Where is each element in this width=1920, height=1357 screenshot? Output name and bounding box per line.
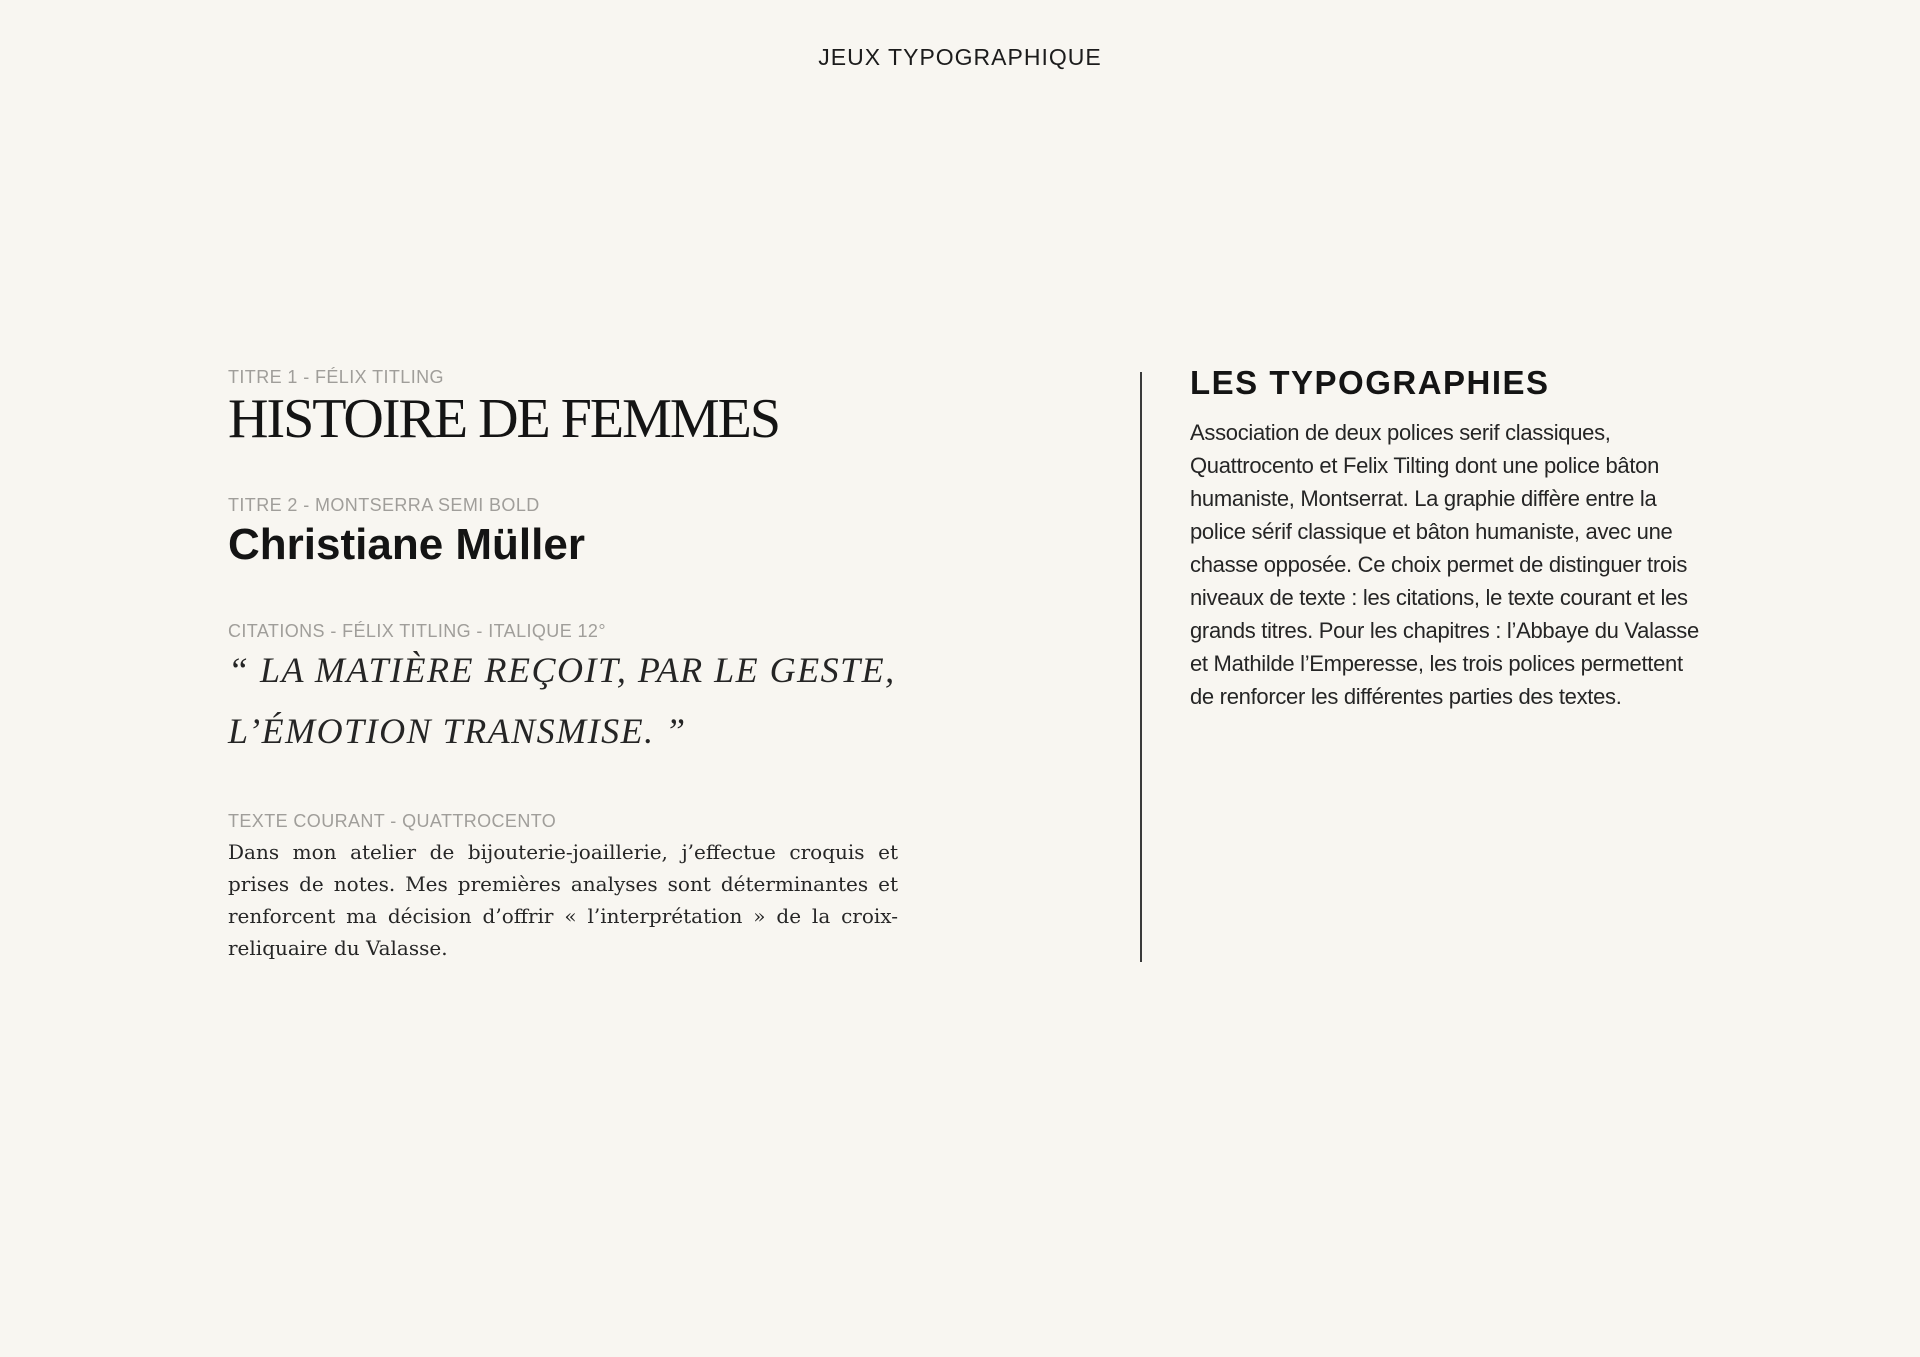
citations-label: CITATIONS - FÉLIX TITLING - ITALIQUE 12°: [228, 621, 606, 641]
typographies-title: LES TYPOGRAPHIES: [1190, 364, 1550, 401]
titre2-label: TITRE 2 - MONTSERRA SEMI BOLD: [228, 495, 540, 515]
typographies-description: [1190, 362, 1710, 713]
titre1-label: TITRE 1 - FÉLIX TITLING: [228, 367, 444, 387]
typography-specimens: [228, 366, 898, 964]
titre1-sample: HISTOIRE DE FEMMES: [228, 388, 780, 450]
titre2-sample: Christiane Müller: [228, 520, 585, 569]
page-header-title: JEUX TYPOGRAPHIQUE: [818, 44, 1102, 70]
citation-sample: “ LA MATIÈRE REÇOIT, PAR LE GESTE, L’ÉMOTION TRANSMISE. ”: [228, 650, 896, 751]
texte-courant-label: TEXTE COURANT - QUATTROCENTO: [228, 811, 557, 831]
texte-courant-sample: Dans mon atelier de bijouterie-joaillerie, j’effectue croquis et prises de notes. Mes premières analyses sont déterminantes et renforcent ma décision d’offrir « l’interprétation » de la croix-reliquaire du Valasse.: [228, 840, 898, 960]
column-divider: [1140, 372, 1142, 962]
typographies-text: Association de deux polices serif classiques, Quattrocento et Felix Tilting dont une police bâton humaniste, Montserrat. La graphie diffère entre la police sérif classique et bâton humaniste, avec une chasse opposée. Ce choix permet de distinguer trois niveaux de texte : les citations, le texte courant et les grands titres. Pour les chapitres : l’Abbaye du Valasse et Mathilde l’Emperesse, les trois polices permettent de renforcer les différentes parties des textes.: [1190, 420, 1699, 709]
